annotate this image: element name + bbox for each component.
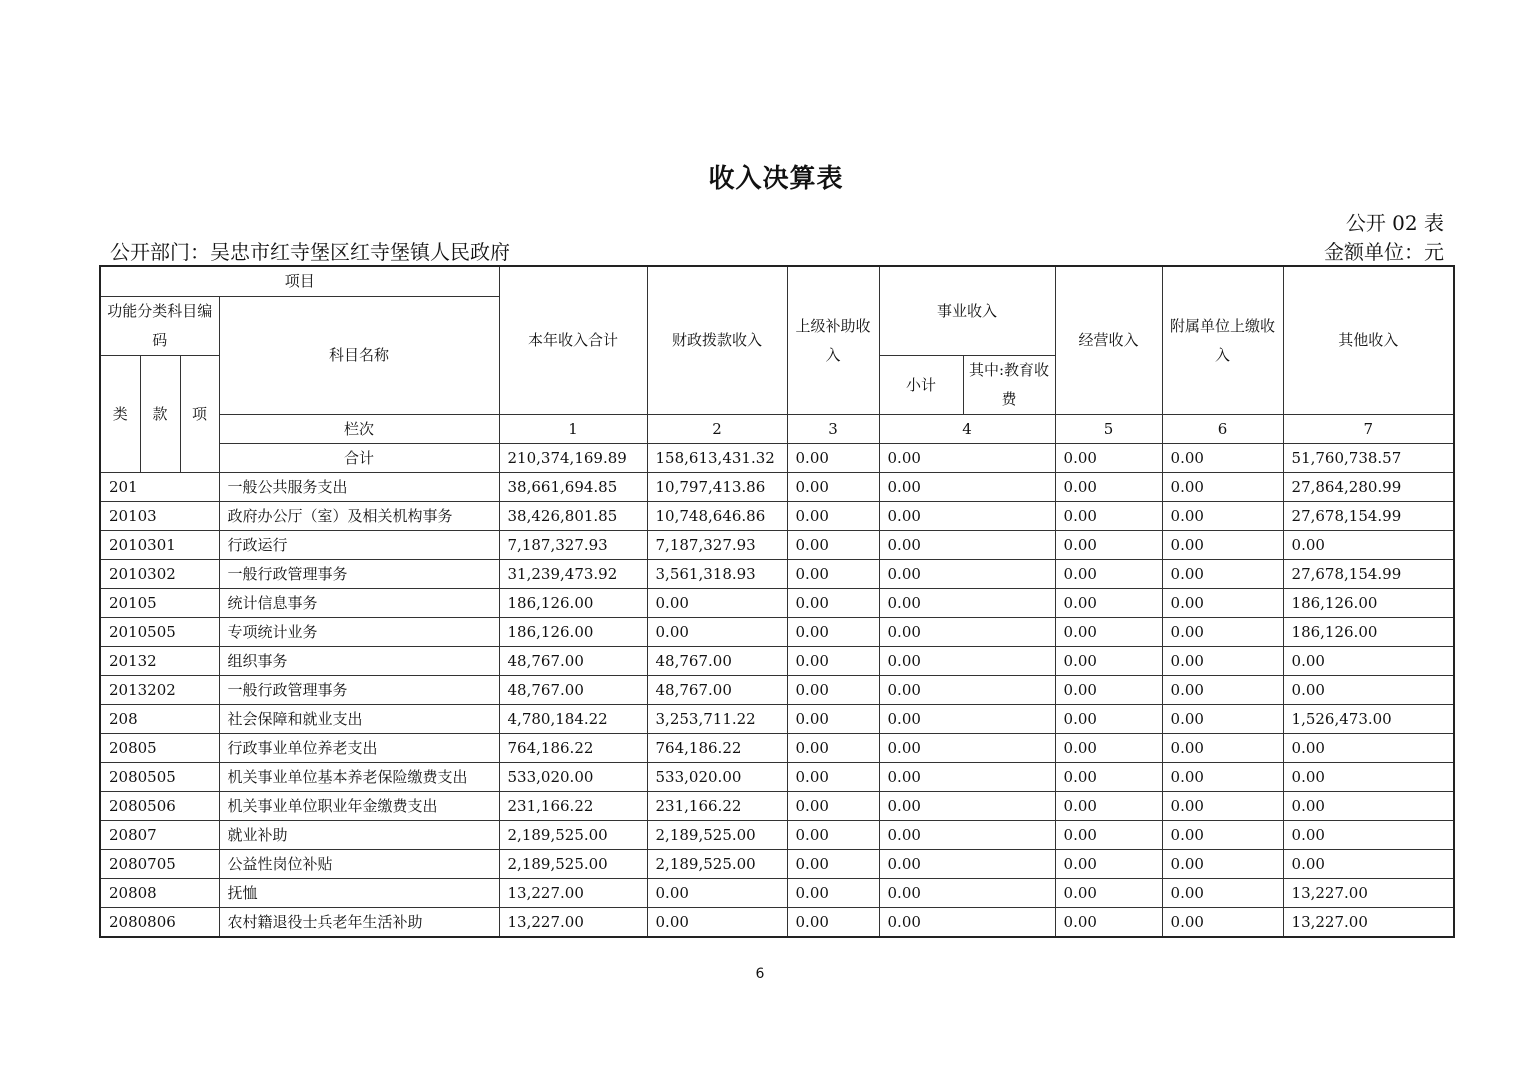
row-c2: 48,767.00 [647,676,787,705]
page-title: 收入决算表 [708,164,844,194]
row-c1: 48,767.00 [499,676,647,705]
amount-unit-label: 金额单位：元 [1324,240,1444,264]
row-c3: 0.00 [787,850,879,879]
row-name: 一般公共服务支出 [219,473,499,502]
table-row [100,589,1454,618]
row-c7: 0.00 [1283,531,1454,560]
row-c6: 0.00 [1162,792,1283,821]
total-col2: 158,613,431.32 [647,444,787,473]
row-c4: 0.00 [879,502,1055,531]
row-c4: 0.00 [879,618,1055,647]
row-name: 专项统计业务 [219,618,499,647]
row-c1: 2,189,525.00 [499,821,647,850]
row-c3: 0.00 [787,908,879,938]
row-c4: 0.00 [879,705,1055,734]
row-c4: 0.00 [879,908,1055,938]
total-col7: 51,760,738.57 [1283,444,1454,473]
row-c6: 0.00 [1162,850,1283,879]
row-c5: 0.00 [1055,560,1162,589]
row-c7: 186,126.00 [1283,618,1454,647]
row-c7: 0.00 [1283,850,1454,879]
row-c7: 1,526,473.00 [1283,705,1454,734]
row-name: 行政运行 [219,531,499,560]
row-c5: 0.00 [1055,792,1162,821]
header-col1: 本年收入合计 [499,266,647,415]
total-col1: 210,374,169.89 [499,444,647,473]
row-c7: 27,864,280.99 [1283,473,1454,502]
row-code: 208 [100,705,219,734]
row-c6: 0.00 [1162,531,1283,560]
total-col5: 0.00 [1055,444,1162,473]
row-c3: 0.00 [787,618,879,647]
row-c1: 13,227.00 [499,879,647,908]
row-c2: 10,748,646.86 [647,502,787,531]
table-row [100,763,1454,792]
row-name: 机关事业单位基本养老保险缴费支出 [219,763,499,792]
row-c7: 0.00 [1283,763,1454,792]
col-number: 7 [1283,415,1454,444]
row-c5: 0.00 [1055,763,1162,792]
row-c7: 0.00 [1283,647,1454,676]
row-c4: 0.00 [879,879,1055,908]
row-c5: 0.00 [1055,473,1162,502]
row-c5: 0.00 [1055,647,1162,676]
row-c1: 764,186.22 [499,734,647,763]
form-number: 公开 02 表 [1345,211,1444,235]
row-c6: 0.00 [1162,473,1283,502]
header-subject-name: 科目名称 [219,297,499,415]
row-code: 20105 [100,589,219,618]
row-code: 2080705 [100,850,219,879]
row-code: 2080505 [100,763,219,792]
income-table [99,265,1455,938]
row-c4: 0.00 [879,850,1055,879]
row-c6: 0.00 [1162,763,1283,792]
row-c5: 0.00 [1055,589,1162,618]
row-c2: 7,187,327.93 [647,531,787,560]
row-c3: 0.00 [787,647,879,676]
total-col4: 0.00 [879,444,1055,473]
row-c3: 0.00 [787,676,879,705]
row-c4: 0.00 [879,647,1055,676]
col-number: 3 [787,415,879,444]
row-c6: 0.00 [1162,908,1283,938]
row-name: 政府办公厅（室）及相关机构事务 [219,502,499,531]
row-code: 2010302 [100,560,219,589]
header-col7: 其他收入 [1283,266,1454,415]
row-name: 机关事业单位职业年金缴费支出 [219,792,499,821]
table-row [100,531,1454,560]
row-code: 2013202 [100,676,219,705]
row-c7: 27,678,154.99 [1283,560,1454,589]
row-c4: 0.00 [879,792,1055,821]
row-c1: 533,020.00 [499,763,647,792]
row-name: 农村籍退役士兵老年生活补助 [219,908,499,938]
row-c2: 0.00 [647,589,787,618]
row-c3: 0.00 [787,531,879,560]
row-c3: 0.00 [787,792,879,821]
header-col3: 上级补助收入 [787,266,879,415]
row-c4: 0.00 [879,676,1055,705]
row-name: 抚恤 [219,879,499,908]
row-c1: 31,239,473.92 [499,560,647,589]
row-c1: 186,126.00 [499,589,647,618]
row-code: 20103 [100,502,219,531]
table-row [100,850,1454,879]
header-xiang: 项 [180,356,219,473]
row-c4: 0.00 [879,734,1055,763]
row-c6: 0.00 [1162,879,1283,908]
row-c2: 3,561,318.93 [647,560,787,589]
row-c2: 3,253,711.22 [647,705,787,734]
col-number: 2 [647,415,787,444]
row-c5: 0.00 [1055,908,1162,938]
header-col4: 事业收入 [879,266,1055,356]
row-name: 组织事务 [219,647,499,676]
row-c7: 0.00 [1283,734,1454,763]
col-number: 1 [499,415,647,444]
row-c4: 0.00 [879,763,1055,792]
row-c3: 0.00 [787,734,879,763]
row-c7: 13,227.00 [1283,908,1454,938]
row-c3: 0.00 [787,502,879,531]
header-lei: 类 [100,356,140,473]
header-lanci: 栏次 [219,415,499,444]
row-code: 2010301 [100,531,219,560]
total-col6: 0.00 [1162,444,1283,473]
row-c4: 0.00 [879,589,1055,618]
table-row [100,879,1454,908]
row-c3: 0.00 [787,473,879,502]
row-c1: 231,166.22 [499,792,647,821]
header-kuan: 款 [140,356,180,473]
header-col6: 附属单位上缴收入 [1162,266,1283,415]
header-col5: 经营收入 [1055,266,1162,415]
row-c2: 2,189,525.00 [647,821,787,850]
page-number: 6 [755,966,765,982]
row-c7: 0.00 [1283,792,1454,821]
row-c2: 0.00 [647,879,787,908]
table-row [100,705,1454,734]
row-c3: 0.00 [787,879,879,908]
row-name: 一般行政管理事务 [219,676,499,705]
row-c1: 48,767.00 [499,647,647,676]
col-number: 4 [879,415,1055,444]
row-c1: 13,227.00 [499,908,647,938]
table-row [100,821,1454,850]
col-number: 5 [1055,415,1162,444]
row-c5: 0.00 [1055,850,1162,879]
col-number: 6 [1162,415,1283,444]
row-c5: 0.00 [1055,531,1162,560]
row-c5: 0.00 [1055,502,1162,531]
row-c7: 13,227.00 [1283,879,1454,908]
row-c6: 0.00 [1162,589,1283,618]
row-c6: 0.00 [1162,705,1283,734]
row-c6: 0.00 [1162,560,1283,589]
row-c5: 0.00 [1055,676,1162,705]
table-row [100,792,1454,821]
header-project: 项目 [100,266,499,297]
row-c2: 231,166.22 [647,792,787,821]
row-c4: 0.00 [879,473,1055,502]
row-c3: 0.00 [787,589,879,618]
row-c2: 764,186.22 [647,734,787,763]
header-col4-education-fee: 其中:教育收费 [963,356,1055,415]
row-c7: 0.00 [1283,821,1454,850]
row-c7: 186,126.00 [1283,589,1454,618]
total-row [100,444,1454,473]
row-c3: 0.00 [787,560,879,589]
row-code: 20805 [100,734,219,763]
row-c4: 0.00 [879,560,1055,589]
row-c3: 0.00 [787,705,879,734]
row-c1: 38,661,694.85 [499,473,647,502]
row-c3: 0.00 [787,821,879,850]
row-c5: 0.00 [1055,734,1162,763]
row-c6: 0.00 [1162,821,1283,850]
row-name: 行政事业单位养老支出 [219,734,499,763]
row-c6: 0.00 [1162,618,1283,647]
total-label: 合计 [219,444,499,473]
row-code: 2010505 [100,618,219,647]
header-func-code: 功能分类科目编码 [100,297,219,356]
row-c2: 48,767.00 [647,647,787,676]
row-c1: 186,126.00 [499,618,647,647]
row-c2: 2,189,525.00 [647,850,787,879]
row-c2: 0.00 [647,618,787,647]
row-c6: 0.00 [1162,676,1283,705]
row-c3: 0.00 [787,763,879,792]
row-c5: 0.00 [1055,618,1162,647]
row-name: 就业补助 [219,821,499,850]
row-name: 社会保障和就业支出 [219,705,499,734]
row-c6: 0.00 [1162,734,1283,763]
row-code: 2080506 [100,792,219,821]
table-row [100,502,1454,531]
header-col2: 财政拨款收入 [647,266,787,415]
table-row [100,676,1454,705]
row-c1: 2,189,525.00 [499,850,647,879]
row-code: 2080806 [100,908,219,938]
table-row [100,908,1454,938]
row-c7: 0.00 [1283,676,1454,705]
table-row [100,473,1454,502]
row-name: 一般行政管理事务 [219,560,499,589]
row-c5: 0.00 [1055,821,1162,850]
row-c4: 0.00 [879,531,1055,560]
row-c2: 533,020.00 [647,763,787,792]
total-col3: 0.00 [787,444,879,473]
row-code: 20807 [100,821,219,850]
row-code: 20808 [100,879,219,908]
row-c5: 0.00 [1055,705,1162,734]
table-row [100,560,1454,589]
table-row [100,647,1454,676]
row-c1: 38,426,801.85 [499,502,647,531]
row-c5: 0.00 [1055,879,1162,908]
row-c7: 27,678,154.99 [1283,502,1454,531]
row-c1: 7,187,327.93 [499,531,647,560]
row-c4: 0.00 [879,821,1055,850]
table-row [100,734,1454,763]
row-c6: 0.00 [1162,502,1283,531]
row-name: 公益性岗位补贴 [219,850,499,879]
department-label: 公开部门：吴忠市红寺堡区红寺堡镇人民政府 [110,240,510,264]
row-c6: 0.00 [1162,647,1283,676]
row-code: 20132 [100,647,219,676]
row-c2: 10,797,413.86 [647,473,787,502]
row-c1: 4,780,184.22 [499,705,647,734]
row-name: 统计信息事务 [219,589,499,618]
row-c2: 0.00 [647,908,787,938]
header-col4-subtotal: 小计 [879,356,963,415]
row-code: 201 [100,473,219,502]
table-row [100,618,1454,647]
